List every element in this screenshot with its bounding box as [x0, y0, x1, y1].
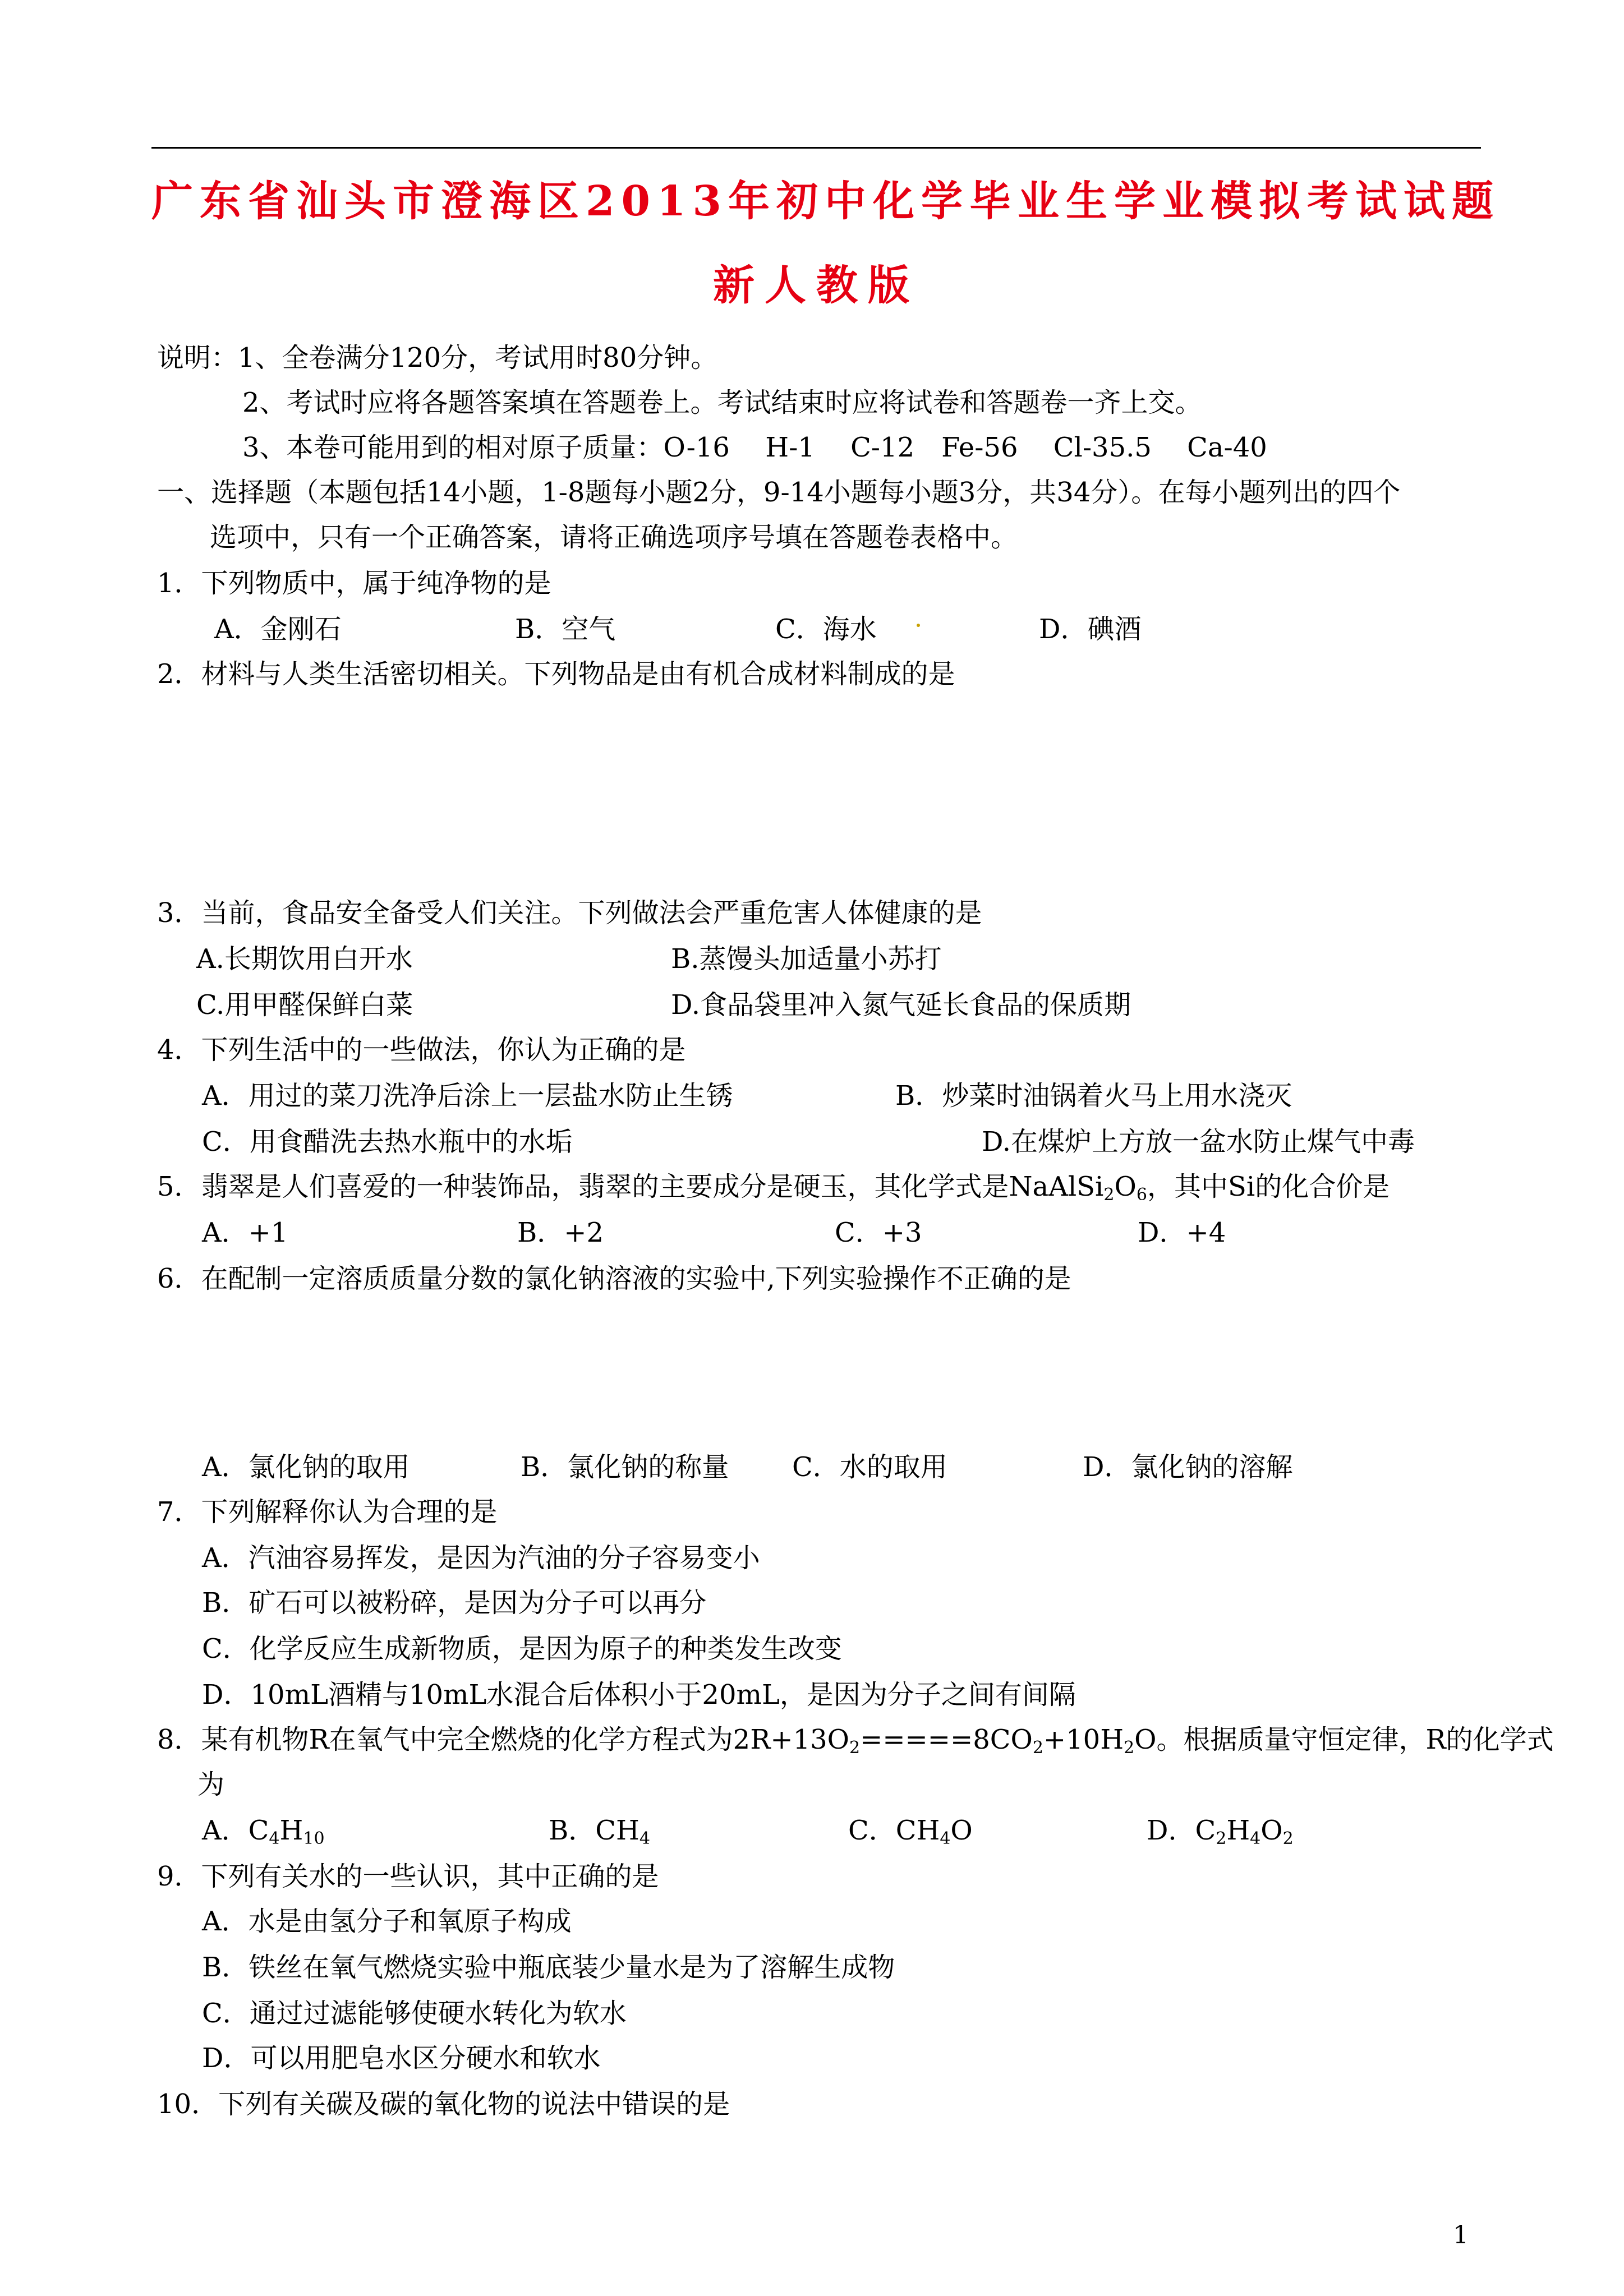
- question-4-stem: 4．下列生活中的一些做法，你认为正确的是: [157, 1034, 686, 1066]
- instructions-line-1: [157, 341, 717, 375]
- question-8-stem-cont: 为: [197, 1769, 225, 1800]
- option-text: O: [950, 1815, 973, 1846]
- subscript: 4: [1250, 1829, 1261, 1848]
- subscript: 2: [1032, 1738, 1043, 1758]
- question-6-option-c: C．水的取用: [792, 1451, 947, 1483]
- subscript: 4: [639, 1829, 650, 1848]
- option-text: H: [279, 1815, 303, 1846]
- stem-text: ，其中Si的化合价是: [1147, 1171, 1390, 1202]
- question-3-option-a: A.长期饮用白开水: [196, 943, 413, 975]
- option-text: C．CH: [848, 1815, 940, 1846]
- subscript: 10: [303, 1829, 325, 1848]
- question-1-option-d: D．碘酒: [1039, 614, 1142, 645]
- question-5-option-a: A．+1: [202, 1217, 288, 1248]
- subscript: 2: [1282, 1829, 1294, 1848]
- question-3-option-b: B.蒸馒头加适量小苏打: [671, 943, 942, 975]
- option-text: B．CH: [549, 1815, 640, 1846]
- question-4-option-c: C．用食醋洗去热水瓶中的水垢: [202, 1126, 573, 1158]
- question-7-option-a: A．汽油容易挥发，是因为汽油的分子容易变小: [202, 1542, 760, 1574]
- question-3-stem: 3．当前，食品安全备受人们关注。下列做法会严重危害人体健康的是: [157, 897, 982, 929]
- question-7-option-b: B．矿石可以被粉碎，是因为分子可以再分: [202, 1587, 707, 1619]
- question-1-stem: 1．下列物质中，属于纯净物的是: [157, 568, 551, 599]
- question-7-option-d: D．10mL酒精与10mL水混合后体积小于20mL，是因为分子之间有间隔: [202, 1679, 1076, 1711]
- question-9-option-c: C．通过过滤能够使硬水转化为软水: [202, 1998, 627, 2029]
- subscript: 2: [1124, 1738, 1135, 1758]
- question-8-option-a: [202, 1814, 325, 1847]
- question-8-option-b: [549, 1814, 650, 1847]
- question-4-option-d: D.在煤炉上方放一盆水防止煤气中毒: [982, 1126, 1415, 1158]
- option-text: D．C: [1147, 1815, 1216, 1846]
- question-4-option-a: A．用过的菜刀洗净后涂上一层盐水防止生锈: [202, 1080, 733, 1112]
- subscript: 2: [1216, 1829, 1227, 1848]
- page-title: 广东省汕头市澄海区2013年初中化学毕业生学业模拟考试试题: [151, 177, 1500, 225]
- subscript: 4: [940, 1829, 951, 1848]
- instruction-item: 1、全卷满分120分，考试用时80分钟。: [238, 342, 718, 374]
- question-3-option-c: C.用甲醛保鲜白菜: [196, 989, 413, 1021]
- stem-text: 5．翡翠是人们喜爱的一种装饰品，翡翠的主要成分是硬玉，其化学式是NaAlSi: [157, 1171, 1104, 1202]
- page-subtitle: 新人教版: [713, 261, 919, 310]
- question-5-option-d: D．+4: [1138, 1217, 1226, 1248]
- question-2-stem: 2．材料与人类生活密切相关。下列物品是由有机合成材料制成的是: [157, 658, 955, 690]
- question-1-option-b: B．空气: [515, 614, 616, 645]
- question-10-stem: 10．下列有关碳及碳的氧化物的说法中错误的是: [157, 2088, 730, 2120]
- question-9-option-d: D．可以用肥皂水区分硬水和软水: [202, 2043, 601, 2074]
- question-8-stem: [157, 1723, 1554, 1756]
- question-1-option-a: A．金刚石: [214, 614, 342, 645]
- question-6-option-b: B．氯化钠的称量: [521, 1451, 729, 1483]
- option-text: A．C: [202, 1815, 269, 1846]
- question-3-option-d: D.食品袋里冲入氮气延长食品的保质期: [671, 989, 1131, 1021]
- question-1-option-c: C．海水: [775, 614, 877, 645]
- page-number: 1: [1453, 2221, 1469, 2249]
- instruction-item: 2、考试时应将各题答案填在答题卷上。考试结束时应将试卷和答题卷一齐上交。: [242, 387, 1202, 418]
- subscript: 4: [269, 1829, 280, 1848]
- section-heading: 一、选择题（本题包括14小题，1-8题每小题2分，9-14小题每小题3分，共34分）。在每小题列出的四个: [157, 477, 1401, 508]
- option-text: O: [1260, 1815, 1283, 1846]
- question-6-option-a: A．氯化钠的取用: [202, 1451, 410, 1483]
- stem-text: O。根据质量守恒定律，R的化学式: [1134, 1724, 1554, 1755]
- question-5-option-c: C．+3: [835, 1217, 922, 1248]
- stem-text: +10H: [1043, 1724, 1124, 1755]
- subscript: 2: [1103, 1185, 1115, 1205]
- header-rule: [151, 147, 1481, 149]
- question-7-option-c: C．化学反应生成新物质，是因为原子的种类发生改变: [202, 1633, 842, 1665]
- question-5-stem: [157, 1170, 1390, 1204]
- question-8-option-c: [848, 1814, 973, 1847]
- subscript: 2: [849, 1738, 861, 1758]
- instruction-item: 3、本卷可能用到的相对原子质量：O-16 H-1 C-12 Fe-56 Cl-35.5 Ca-40: [242, 432, 1267, 463]
- question-7-stem: 7．下列解释你认为合理的是: [157, 1496, 498, 1528]
- option-text: H: [1226, 1815, 1250, 1846]
- stray-dot: [917, 624, 920, 627]
- stem-text: O: [1114, 1171, 1137, 1202]
- question-6-stem: 6．在配制一定溶质质量分数的氯化钠溶液的实验中,下列实验操作不正确的是: [157, 1263, 1071, 1294]
- question-8-option-d: [1147, 1814, 1294, 1847]
- question-9-stem: 9．下列有关水的一些认识，其中正确的是: [157, 1861, 659, 1892]
- question-5-option-b: B．+2: [517, 1217, 604, 1248]
- instructions-label: 说明：: [157, 342, 238, 374]
- question-4-option-b: B．炒菜时油锅着火马上用水浇灭: [895, 1080, 1292, 1112]
- question-6-option-d: D．氯化钠的溶解: [1083, 1451, 1293, 1483]
- stem-text: 8．某有机物R在氧气中完全燃烧的化学方程式为2R+13O: [157, 1724, 850, 1755]
- section-heading-cont: 选项中，只有一个正确答案，请将正确选项序号填在答题卷表格中。: [210, 522, 1018, 553]
- stem-text: =====8CO: [860, 1724, 1033, 1755]
- question-9-option-a: A．水是由氢分子和氧原子构成: [202, 1906, 572, 1937]
- question-9-option-b: B．铁丝在氧气燃烧实验中瓶底装少量水是为了溶解生成物: [202, 1952, 895, 1983]
- subscript: 6: [1136, 1185, 1147, 1205]
